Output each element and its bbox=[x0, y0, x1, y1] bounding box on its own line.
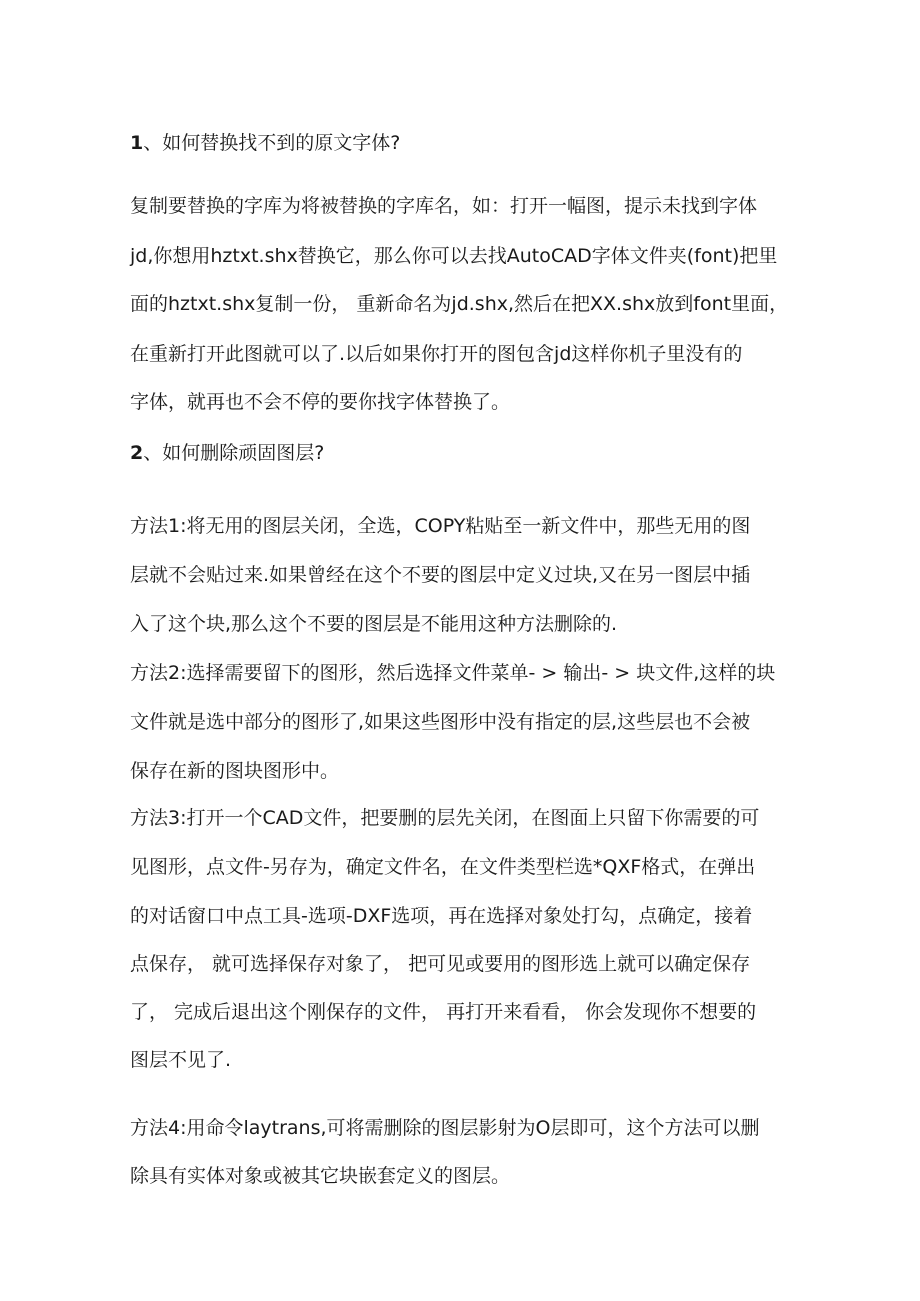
method-3-line: 点保存， 就可选择保存对象了， 把可见或要用的图形选上就可以确定保存 bbox=[130, 953, 751, 975]
section-2-heading bbox=[130, 440, 324, 466]
method-4-line: 除具有实体对象或被其它块嵌套定义的图层。 bbox=[130, 1165, 511, 1187]
method-2-line: 文件就是选中部分的图形了,如果这些图形中没有指定的层,这些层也不会被 bbox=[130, 711, 751, 733]
method-1-line: 入了这个块,那么这个不要的图层是不能用这种方法删除的. bbox=[130, 613, 618, 635]
paragraph-line: 在重新打开此图就可以了.以后如果你打开的图包含jd这样你机子里没有的 bbox=[130, 343, 743, 365]
method-3-line: 了， 完成后退出这个刚保存的文件， 再打开来看看， 你会发现你不想要的 bbox=[130, 1001, 757, 1023]
method-2-line: 方法2:选择需要留下的图形，然后选择文件菜单- > 输出- > 块文件,这样的块 bbox=[130, 662, 776, 684]
paragraph-line: jd,你想用hztxt.shx替换它，那么你可以去找AutoCAD字体文件夹(font)把里 bbox=[130, 245, 778, 267]
method-2-line: 保存在新的图块图形中。 bbox=[130, 760, 340, 782]
paragraph-line: 字体，就再也不会不停的要你找字体替换了。 bbox=[130, 391, 511, 413]
section-1-title: 、如何替换找不到的原文字体? bbox=[143, 132, 401, 154]
paragraph-line: 复制要替换的字库为将被替换的字库名，如：打开一幅图，提示未找到字体 bbox=[130, 195, 758, 217]
method-3-line: 图层不见了. bbox=[130, 1049, 232, 1071]
method-3-line: 方法3:打开一个CAD文件，把要删的层先关闭，在图面上只留下你需要的可 bbox=[130, 807, 760, 829]
method-3-line: 见图形，点文件-另存为，确定文件名，在文件类型栏选*QXF格式，在弹出 bbox=[130, 856, 756, 878]
method-1-line: 层就不会贴过来.如果曾经在这个不要的图层中定义过块,又在另一图层中插 bbox=[130, 564, 751, 586]
method-1-line: 方法1:将无用的图层关闭，全选，COPY粘贴至一新文件中，那些无用的图 bbox=[130, 515, 751, 537]
section-2-number: 2 bbox=[130, 442, 144, 464]
section-1-number: 1 bbox=[130, 132, 144, 154]
section-1-heading bbox=[130, 130, 400, 156]
paragraph-line: 面的hztxt.shx复制一份， 重新命名为jd.shx,然后在把XX.shx放到font里面， bbox=[130, 293, 789, 315]
method-3-line: 的对话窗口中点工具-选项-DXF选项，再在选择对象处打勾，点确定，接着 bbox=[130, 905, 753, 927]
section-2-title: 、如何删除顽固图层? bbox=[143, 442, 325, 464]
method-4-line: 方法4:用命令laytrans,可将需删除的图层影射为O层即可，这个方法可以删 bbox=[130, 1117, 760, 1139]
